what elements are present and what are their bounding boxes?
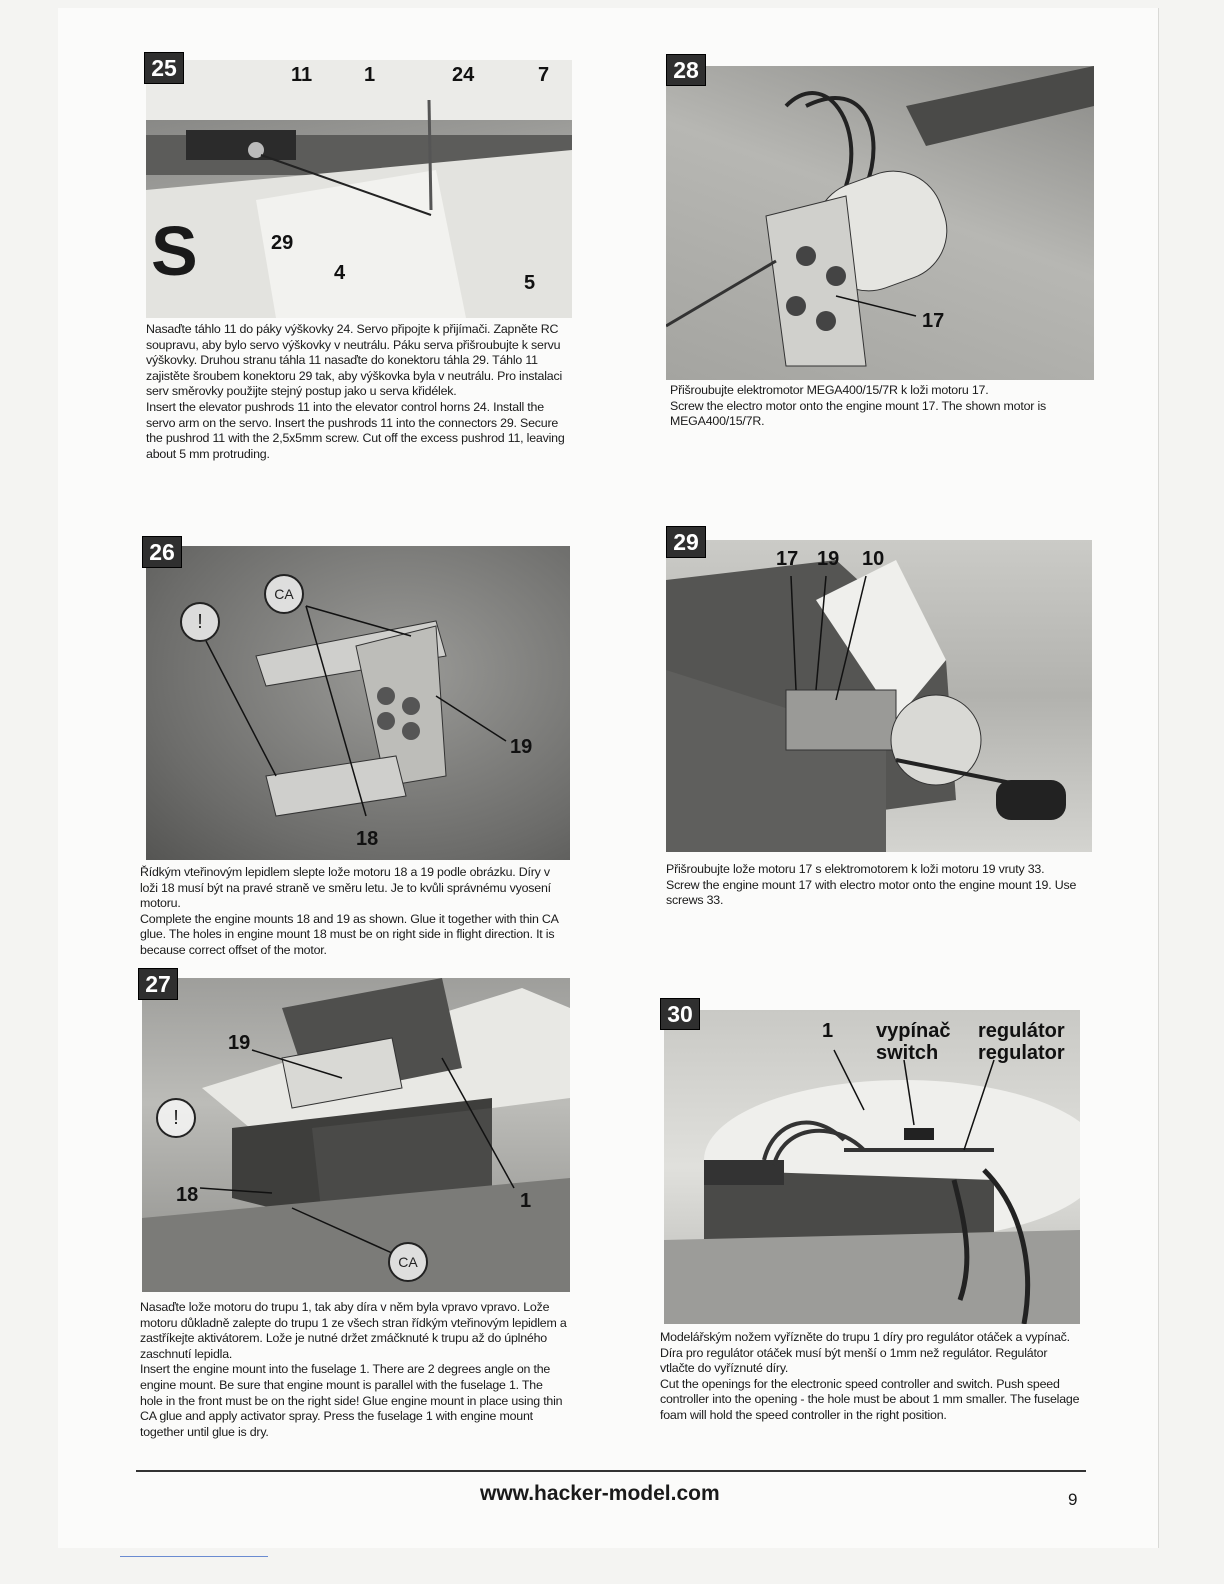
label-switch: switch — [876, 1042, 939, 1064]
step-29-text-cz: Přišroubujte lože motoru 17 s elektromotorem k loži motoru 19 vruty 33. — [666, 862, 1045, 876]
step-28-text-en: Screw the electro motor onto the engine mount 17. The shown motor is MEGA400/15/7R. — [670, 398, 1046, 429]
step-26-text-cz: Řídkým vteřinovým lepidlem slepte lože motoru 18 a 19 podle obrázku. Díry v loži 18 musí být na pravé straně ve směru letu. Je to kvůli správnému vyosení motoru. — [140, 865, 551, 911]
step-26-text — [140, 865, 570, 959]
step-28-text-cz: Přišroubujte elektromotor MEGA400/15/7R k loži motoru 17. — [670, 383, 989, 397]
label-10: 10 — [862, 548, 885, 570]
label-7: 7 — [538, 64, 550, 86]
label-18: 18 — [356, 828, 379, 850]
warning-icon: ! — [180, 602, 220, 642]
label-19: 19 — [817, 548, 840, 570]
scan-artifact-line — [120, 1556, 268, 1557]
step-29-badge: 29 — [666, 526, 706, 558]
step-25-badge: 25 — [144, 52, 184, 84]
label-1: 1 — [520, 1190, 532, 1212]
step-28-photo — [666, 66, 1094, 380]
label-4: 4 — [334, 262, 346, 284]
step-29-text-en: Screw the engine mount 17 with electro motor onto the engine mount 19. Use screws 33. — [666, 877, 1077, 908]
label-1: 1 — [364, 64, 376, 86]
step-26-text-en: Complete the engine mounts 18 and 19 as shown. Glue it together with thin CA glue. The holes in engine mount 18 must be on right side in flight direction. It is because correct offset of the motor. — [140, 911, 559, 957]
step-28-badge: 28 — [666, 54, 706, 86]
label-17: 17 — [922, 310, 945, 332]
label-11: 11 — [291, 64, 313, 86]
warning-icon: ! — [156, 1098, 196, 1138]
step-27-text-cz: Nasaďte lože motoru do trupu 1, tak aby díra v něm byla vpravo vpravo. Lože motoru důkladně zalepte do trupu 1 ze všech stran řídkým vteřinovým lepidlem a zastříkejte aktivátorem. Lože je nutné držet zmáčknuté k trupu až do úplného zaschnutí lepidla. — [140, 1300, 567, 1361]
step-27-text-en: Insert the engine mount into the fuselage 1. There are 2 degrees angle on the engine mount. Be sure that engine mount is parallel with the fuselage 1. The hole in the front must be on the right side! Glue engine mount in place using thin CA glue and apply activator spray. Press the fuselage 1 with engine mount together until glue is dry. — [140, 1362, 563, 1439]
label-regulator-en: regulator — [978, 1042, 1065, 1064]
step-27-badge: 27 — [138, 968, 178, 1000]
step-30-badge: 30 — [660, 998, 700, 1030]
label-19: 19 — [510, 736, 533, 758]
ca-glue-icon: CA — [264, 574, 304, 614]
label-1: 1 — [822, 1020, 834, 1042]
step-25-illustration — [146, 60, 572, 318]
label-18: 18 — [176, 1184, 199, 1206]
step-30-photo — [664, 1010, 1080, 1324]
step-27-illustration — [142, 978, 570, 1292]
page-number: 9 — [1068, 1490, 1078, 1509]
label-17: 17 — [776, 548, 799, 570]
step-29-illustration — [666, 540, 1092, 852]
step-25-photo — [146, 60, 572, 318]
label-24: 24 — [452, 64, 475, 86]
footer-url[interactable]: www.hacker-model.com — [480, 1482, 720, 1505]
label-5: 5 — [524, 272, 536, 294]
step-28-text — [670, 383, 1094, 430]
svg-text:S: S — [151, 212, 198, 290]
step-26-badge: 26 — [142, 536, 182, 568]
step-29-text — [666, 862, 1090, 909]
label-29: 29 — [271, 232, 294, 254]
step-25-text — [146, 322, 570, 462]
step-28-illustration — [666, 66, 1094, 380]
step-27-text — [140, 1300, 568, 1440]
step-26-illustration — [146, 546, 570, 860]
ca-glue-icon: CA — [388, 1242, 428, 1282]
step-25-text-cz: Nasaďte táhlo 11 do páky výškovky 24. Servo připojte k přijímači. Zapněte RC soupravu, aby bylo servo výškovky v neutrálu. Páku serva přišroubujte k servu výškovky. Druhou stranu táhla 11 nasaďte do konektoru táhla 29. Táhlo 11 zajistěte šroubem konektoru 29 tak, aby výškovka byla v neutrálu. Pro instalaci serv směrovky použijte stejný postup jako u serva křidélek. — [146, 322, 563, 399]
label-vypinac: vypínač — [876, 1020, 951, 1042]
step-27-photo — [142, 978, 570, 1292]
step-26-photo — [146, 546, 570, 860]
footer-rule — [136, 1470, 1086, 1472]
step-25-text-en: Insert the elevator pushrods 11 into the elevator control horns 24. Install the servo arm on the servo. Insert the pushrods 11 into the connectors 29. Secure the pushrod 11 with the 2,5x5mm screw. Cut off the excess pushrod 11, leaving about 5 mm protruding. — [146, 399, 565, 461]
step-30-text-cz: Modelářským nožem vyřízněte do trupu 1 díry pro regulátor otáček a vypínač. Díra pro regulátor otáček musí být menší o 1mm než regulátor. Regulátor vtlačte do vyříznuté díry. — [660, 1330, 1070, 1376]
step-30-text — [660, 1330, 1082, 1424]
label-regulator-cz: regulátor — [978, 1020, 1065, 1042]
label-19: 19 — [228, 1032, 251, 1054]
step-30-text-en: Cut the openings for the electronic speed controller and switch. Push speed controller into the opening - the hole must be about 1 mm smaller. The fuselage foam will hold the speed controller in the right position. — [660, 1376, 1080, 1422]
step-29-photo — [666, 540, 1092, 852]
